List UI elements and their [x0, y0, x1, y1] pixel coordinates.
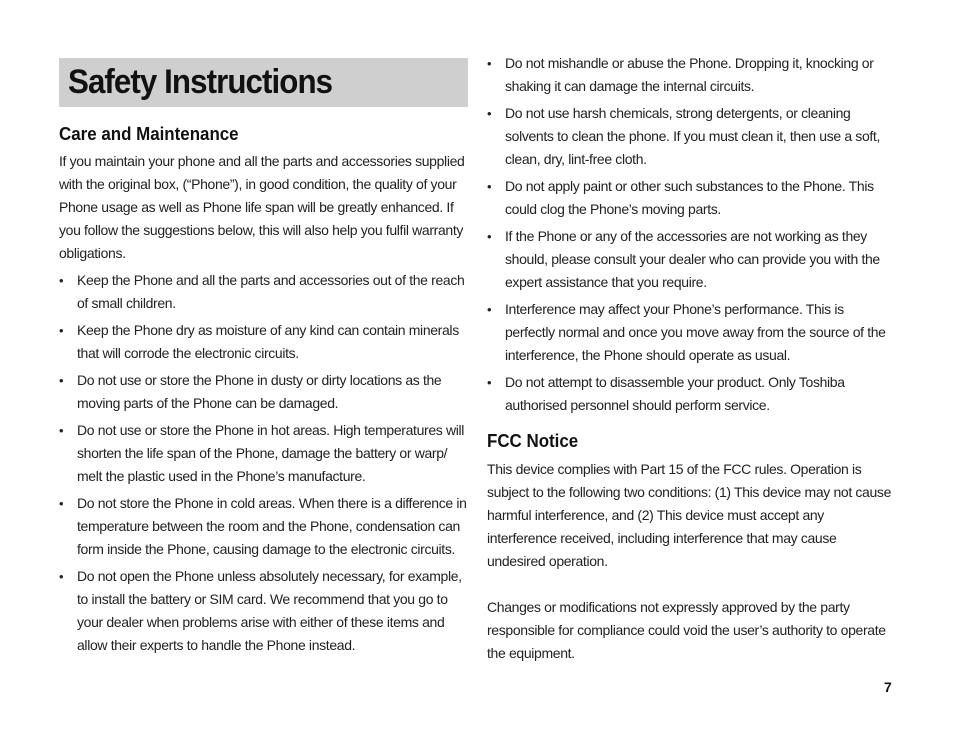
- bullet-icon: •: [59, 273, 64, 288]
- bullet-icon: •: [59, 496, 64, 511]
- list-item: • Do not open the Phone unless absolutely necessary, for example, to install the battery or SIM card. We recommend that you go to your dealer when problems arise with either of these items and allow their experts to handle the Phone instead.: [59, 565, 468, 657]
- list-item: • Do not use harsh chemicals, strong detergents, or cleaning solvents to clean the phone. If you must clean it, then use a soft, clean, dry, lint-free cloth.: [487, 102, 897, 171]
- bullet-icon: •: [487, 229, 492, 244]
- page-title: Safety Instructions: [68, 63, 333, 101]
- care-bullet-list-right: [487, 52, 897, 421]
- bullet-icon: •: [487, 179, 492, 194]
- care-intro: If you maintain your phone and all the parts and accessories supplied with the original box, (“Phone”), in good condition, the quality of your Phone usage as well as Phone life span will be greatly enhanced. If you follow the suggestions below, this will also help you fulfil warranty obligations.: [59, 153, 465, 261]
- fcc-heading: FCC Notice: [487, 431, 579, 451]
- list-item: • Do not apply paint or other such substances to the Phone. This could clog the Phone’s moving parts.: [487, 175, 897, 221]
- bullet-icon: •: [59, 373, 64, 388]
- list-item: • Interference may affect your Phone’s performance. This is perfectly normal and once you move away from the source of the interference, the Phone should operate as usual.: [487, 298, 897, 367]
- care-heading: Care and Maintenance: [59, 124, 239, 144]
- bullet-icon: •: [487, 106, 492, 121]
- care-bullet-list-left: [59, 269, 468, 661]
- bullet-icon: •: [59, 423, 64, 438]
- bullet-icon: •: [487, 375, 492, 390]
- list-item: • Keep the Phone dry as moisture of any kind can contain minerals that will corrode the electronic circuits.: [59, 319, 468, 365]
- list-item: • Do not use or store the Phone in dusty or dirty locations as the moving parts of the Phone can be damaged.: [59, 369, 468, 415]
- list-item: • Keep the Phone and all the parts and accessories out of the reach of small children.: [59, 269, 468, 315]
- list-item: • Do not store the Phone in cold areas. When there is a difference in temperature between the room and the Phone, condensation can form inside the Phone, causing damage to the electronic circuits.: [59, 492, 468, 561]
- fcc-paragraph-2: Changes or modifications not expressly approved by the party responsible for compliance could void the user’s authority to operate the equipment.: [487, 599, 886, 661]
- list-item: • If the Phone or any of the accessories are not working as they should, please consult your dealer who can provide you with the expert assistance that you require.: [487, 225, 897, 294]
- list-item: • Do not attempt to disassemble your product. Only Toshiba authorised personnel should perform service.: [487, 371, 897, 417]
- bullet-icon: •: [59, 569, 64, 584]
- list-item: • Do not use or store the Phone in hot areas. High temperatures will shorten the life span of the Phone, damage the battery or warp/ melt the plastic used in the Phone’s manufacture.: [59, 419, 468, 488]
- fcc-paragraph-1: This device complies with Part 15 of the FCC rules. Operation is subject to the following two conditions: (1) This device may not cause harmful interference, and (2) This device must accept any interference received, including interference that may cause undesired operation.: [487, 461, 892, 569]
- bullet-icon: •: [487, 302, 492, 317]
- bullet-icon: •: [59, 323, 64, 338]
- title-bar: [59, 58, 468, 107]
- list-item: • Do not mishandle or abuse the Phone. Dropping it, knocking or shaking it can damage the internal circuits.: [487, 52, 897, 98]
- page-number: 7: [884, 679, 892, 695]
- bullet-icon: •: [487, 56, 492, 71]
